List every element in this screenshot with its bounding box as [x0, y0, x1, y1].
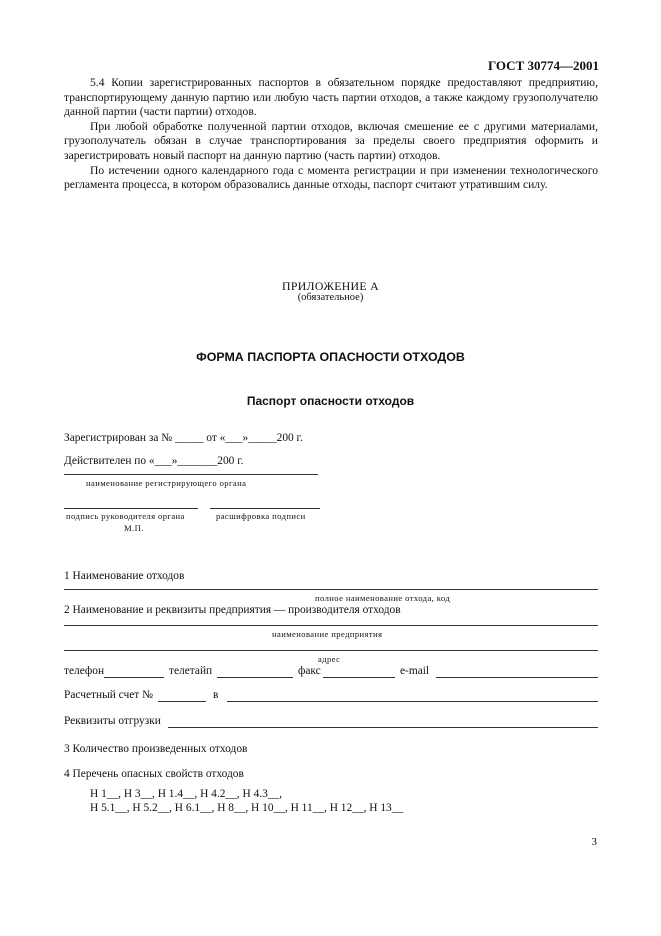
item-2-label: 2 Наименование и реквизиты предприятия — производителя отходов [64, 604, 401, 616]
address-caption: адрес [318, 654, 341, 664]
signature-rule [64, 508, 198, 509]
hazard-codes-line-1: Н 1__, Н 3__, Н 1.4__, Н 4.2__, Н 4.3__, [90, 788, 283, 800]
item-4-label: 4 Перечень опасных свойств отходов [64, 768, 244, 780]
email-label: e-mail [400, 665, 430, 677]
paragraph-processing: При любой обработке полученной партии отходов, включая смешение ее с другими материалами, грузополучатель обязан в случае транспортирования за пределы своего предприятия оформить и зарегистрировать новый паспорт на данную партию (часть партии) отходов. [64, 119, 598, 162]
fax-rule [323, 677, 395, 678]
item-2-caption: наименование предприятия [272, 629, 383, 639]
appendix-title: ПРИЛОЖЕНИЕ А [282, 279, 379, 293]
fax-label: факс [298, 665, 321, 677]
decoding-rule [210, 508, 320, 509]
account-label: Расчетный счет № [64, 689, 153, 701]
item-1-caption: полное наименование отхода, код [315, 593, 451, 603]
item-1-label: 1 Наименование отходов [64, 570, 185, 582]
seal-label: М.П. [124, 523, 144, 533]
paragraph-5-4: 5.4 Копии зарегистрированных паспортов в обязательном порядке предоставляют предприятию, транспортирующему данную партию или любую часть партии отходов, а также каждому грузополучателю данной партии (части партии) отходов. [64, 76, 598, 119]
address-rule [64, 650, 598, 651]
passport-title: Паспорт опасности отходов [246, 394, 415, 408]
hazard-codes-line-2: Н 5.1__, Н 5.2__, Н 6.1__, Н 8__, Н 10__, Н 11__, Н 12__, Н 13__ [90, 802, 404, 814]
item-3-label: 3 Количество произведенных отходов [64, 743, 248, 755]
section-5-4 [64, 76, 598, 193]
item-2-rule [64, 625, 598, 626]
decoding-caption: расшифровка подписи [216, 511, 306, 521]
shipping-label: Реквизиты отгрузки [64, 715, 161, 727]
form-title: ФОРМА ПАСПОРТА ОПАСНОСТИ ОТХОДОВ [196, 350, 465, 364]
phone-rule [104, 677, 164, 678]
teletype-label: телетайп [169, 665, 213, 677]
phone-label: телефон [64, 665, 105, 677]
paragraph-expiry: По истечении одного календарного года с момента регистрации и при изменении технологического регламента процесса, в котором образовались данные отходы, паспорт считают утратившим силу. [64, 163, 598, 192]
registered-line: Зарегистрирован за № _____ от «___»_____200 г. [64, 432, 303, 444]
shipping-rule [168, 727, 598, 728]
account-rule [158, 701, 206, 702]
authority-rule [64, 474, 318, 475]
appendix-note: (обязательное) [297, 292, 364, 303]
account-in-label: в [213, 689, 219, 701]
email-rule [436, 677, 598, 678]
page-number: 3 [591, 836, 597, 848]
valid-line: Действителен по «___»_______200 г. [64, 455, 244, 467]
authority-caption: наименование регистрирующего органа [86, 478, 247, 488]
item-1-rule [64, 589, 598, 590]
bank-rule [227, 701, 598, 702]
teletype-rule [217, 677, 293, 678]
standard-header: ГОСТ 30774—2001 [487, 58, 599, 73]
signature-caption: подпись руководителя органа [66, 511, 185, 521]
